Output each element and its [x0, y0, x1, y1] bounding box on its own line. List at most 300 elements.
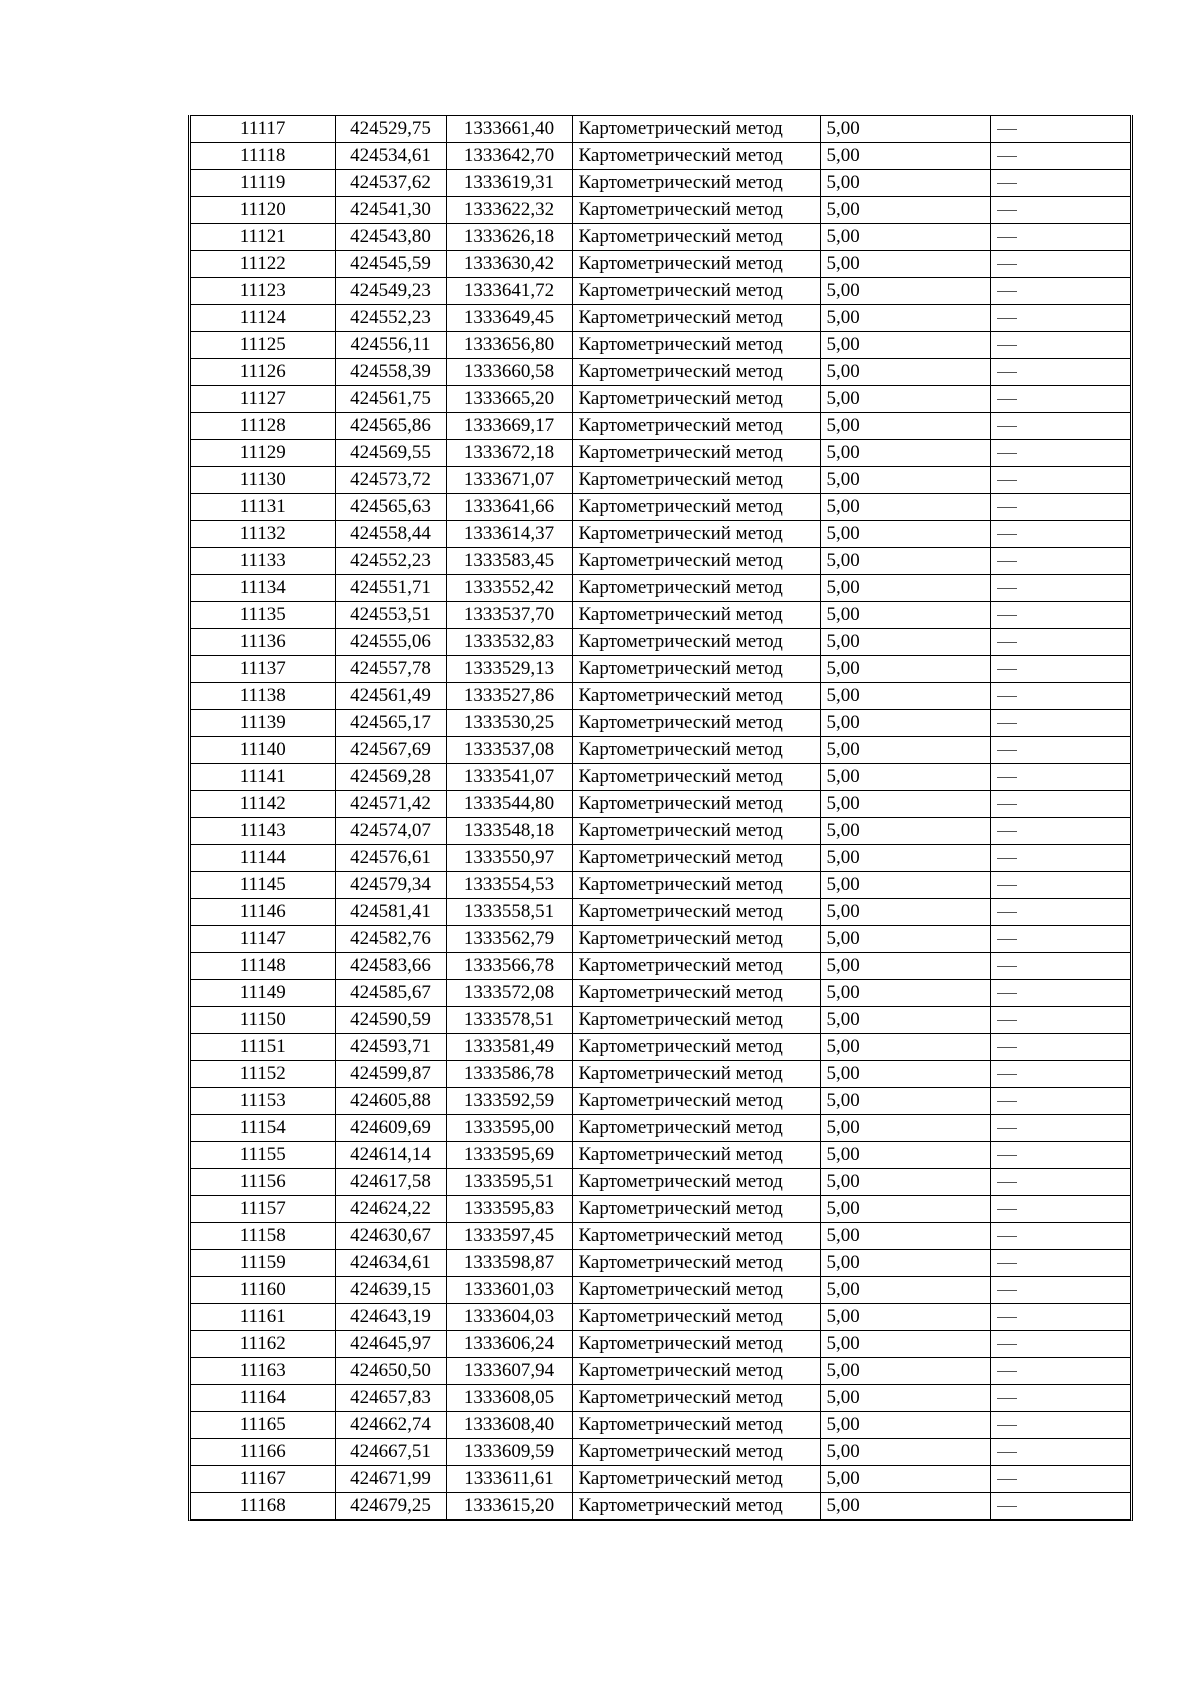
y-coordinate-cell: 1333661,40: [446, 116, 572, 143]
x-coordinate-cell: 424543,80: [335, 224, 446, 251]
x-coordinate-cell: 424557,78: [335, 656, 446, 683]
accuracy-cell: 5,00: [820, 1466, 990, 1493]
point-number-cell: 11153: [191, 1088, 335, 1115]
table-row: [191, 1331, 1130, 1358]
x-coordinate-cell: 424657,83: [335, 1385, 446, 1412]
y-coordinate-cell: 1333544,80: [446, 791, 572, 818]
x-coordinate-cell: 424561,49: [335, 683, 446, 710]
dash-mark: [997, 129, 1017, 130]
y-coordinate-cell: 1333592,59: [446, 1088, 572, 1115]
table-row: [191, 953, 1130, 980]
point-number-cell: 11125: [191, 332, 335, 359]
table-row: [191, 251, 1130, 278]
table-row: [191, 440, 1130, 467]
point-number-cell: 11158: [191, 1223, 335, 1250]
y-coordinate-cell: 1333641,72: [446, 278, 572, 305]
point-number-cell: 11118: [191, 143, 335, 170]
x-coordinate-cell: 424571,42: [335, 791, 446, 818]
x-coordinate-cell: 424667,51: [335, 1439, 446, 1466]
accuracy-cell: 5,00: [820, 1304, 990, 1331]
table-row: [191, 1304, 1130, 1331]
dash-mark: [997, 885, 1017, 886]
table-row: [191, 386, 1130, 413]
y-coordinate-cell: 1333566,78: [446, 953, 572, 980]
x-coordinate-cell: 424590,59: [335, 1007, 446, 1034]
x-coordinate-cell: 424534,61: [335, 143, 446, 170]
description-cell: [990, 926, 1130, 953]
x-coordinate-cell: 424643,19: [335, 1304, 446, 1331]
description-cell: [990, 494, 1130, 521]
description-cell: [990, 359, 1130, 386]
accuracy-cell: 5,00: [820, 1007, 990, 1034]
point-number-cell: 11165: [191, 1412, 335, 1439]
table-row: [191, 1439, 1130, 1466]
method-cell: Картометрический метод: [572, 386, 820, 413]
dash-mark: [997, 858, 1017, 859]
x-coordinate-cell: 424582,76: [335, 926, 446, 953]
table-row: [191, 1385, 1130, 1412]
dash-mark: [997, 480, 1017, 481]
table-row: [191, 467, 1130, 494]
dash-mark: [997, 534, 1017, 535]
table-row: [191, 899, 1130, 926]
point-number-cell: 11133: [191, 548, 335, 575]
accuracy-cell: 5,00: [820, 764, 990, 791]
method-cell: Картометрический метод: [572, 1007, 820, 1034]
accuracy-cell: 5,00: [820, 926, 990, 953]
method-cell: Картометрический метод: [572, 359, 820, 386]
dash-mark: [997, 264, 1017, 265]
x-coordinate-cell: 424552,23: [335, 305, 446, 332]
point-number-cell: 11136: [191, 629, 335, 656]
dash-mark: [997, 291, 1017, 292]
accuracy-cell: 5,00: [820, 1493, 990, 1520]
dash-mark: [997, 723, 1017, 724]
method-cell: Картометрический метод: [572, 845, 820, 872]
accuracy-cell: 5,00: [820, 1439, 990, 1466]
table-row: [191, 1142, 1130, 1169]
table-row: [191, 116, 1130, 143]
description-cell: [990, 629, 1130, 656]
table-row: [191, 413, 1130, 440]
description-cell: [990, 1115, 1130, 1142]
method-cell: Картометрический метод: [572, 1034, 820, 1061]
y-coordinate-cell: 1333586,78: [446, 1061, 572, 1088]
dash-mark: [997, 696, 1017, 697]
method-cell: Картометрический метод: [572, 737, 820, 764]
x-coordinate-cell: 424565,86: [335, 413, 446, 440]
accuracy-cell: 5,00: [820, 467, 990, 494]
point-number-cell: 11120: [191, 197, 335, 224]
x-coordinate-cell: 424558,39: [335, 359, 446, 386]
accuracy-cell: 5,00: [820, 170, 990, 197]
table-row: [191, 656, 1130, 683]
accuracy-cell: 5,00: [820, 1277, 990, 1304]
description-cell: [990, 170, 1130, 197]
table-row: [191, 872, 1130, 899]
point-number-cell: 11131: [191, 494, 335, 521]
accuracy-cell: 5,00: [820, 710, 990, 737]
y-coordinate-cell: 1333641,66: [446, 494, 572, 521]
method-cell: Картометрический метод: [572, 494, 820, 521]
dash-mark: [997, 993, 1017, 994]
point-number-cell: 11134: [191, 575, 335, 602]
dash-mark: [997, 1074, 1017, 1075]
y-coordinate-cell: 1333660,58: [446, 359, 572, 386]
table-row: [191, 1277, 1130, 1304]
accuracy-cell: 5,00: [820, 872, 990, 899]
x-coordinate-cell: 424609,69: [335, 1115, 446, 1142]
table-row: [191, 1493, 1130, 1520]
point-number-cell: 11166: [191, 1439, 335, 1466]
table-row: [191, 332, 1130, 359]
description-cell: [990, 1250, 1130, 1277]
x-coordinate-cell: 424624,22: [335, 1196, 446, 1223]
x-coordinate-cell: 424556,11: [335, 332, 446, 359]
point-number-cell: 11159: [191, 1250, 335, 1277]
point-number-cell: 11119: [191, 170, 335, 197]
method-cell: Картометрический метод: [572, 1358, 820, 1385]
x-coordinate-cell: 424576,61: [335, 845, 446, 872]
accuracy-cell: 5,00: [820, 1412, 990, 1439]
method-cell: Картометрический метод: [572, 764, 820, 791]
point-number-cell: 11137: [191, 656, 335, 683]
point-number-cell: 11129: [191, 440, 335, 467]
method-cell: Картометрический метод: [572, 1250, 820, 1277]
dash-mark: [997, 237, 1017, 238]
accuracy-cell: 5,00: [820, 1034, 990, 1061]
description-cell: [990, 1385, 1130, 1412]
description-cell: [990, 1196, 1130, 1223]
point-number-cell: 11143: [191, 818, 335, 845]
dash-mark: [997, 1506, 1017, 1507]
table-row: [191, 818, 1130, 845]
dash-mark: [997, 1047, 1017, 1048]
y-coordinate-cell: 1333532,83: [446, 629, 572, 656]
point-number-cell: 11151: [191, 1034, 335, 1061]
table-row: [191, 845, 1130, 872]
dash-mark: [997, 615, 1017, 616]
y-coordinate-cell: 1333601,03: [446, 1277, 572, 1304]
y-coordinate-cell: 1333608,40: [446, 1412, 572, 1439]
y-coordinate-cell: 1333642,70: [446, 143, 572, 170]
x-coordinate-cell: 424555,06: [335, 629, 446, 656]
method-cell: Картометрический метод: [572, 278, 820, 305]
point-number-cell: 11146: [191, 899, 335, 926]
point-number-cell: 11140: [191, 737, 335, 764]
accuracy-cell: 5,00: [820, 629, 990, 656]
table-row: [191, 1034, 1130, 1061]
description-cell: [990, 980, 1130, 1007]
x-coordinate-cell: 424551,71: [335, 575, 446, 602]
table-row: [191, 1250, 1130, 1277]
accuracy-cell: 5,00: [820, 1169, 990, 1196]
dash-mark: [997, 912, 1017, 913]
table-row: [191, 278, 1130, 305]
table-row: [191, 737, 1130, 764]
x-coordinate-cell: 424593,71: [335, 1034, 446, 1061]
x-coordinate-cell: 424558,44: [335, 521, 446, 548]
accuracy-cell: 5,00: [820, 278, 990, 305]
table-row: [191, 1115, 1130, 1142]
description-cell: [990, 1493, 1130, 1520]
point-number-cell: 11130: [191, 467, 335, 494]
y-coordinate-cell: 1333598,87: [446, 1250, 572, 1277]
table-row: [191, 1169, 1130, 1196]
x-coordinate-cell: 424599,87: [335, 1061, 446, 1088]
dash-mark: [997, 156, 1017, 157]
method-cell: Картометрический метод: [572, 440, 820, 467]
x-coordinate-cell: 424574,07: [335, 818, 446, 845]
method-cell: Картометрический метод: [572, 1385, 820, 1412]
x-coordinate-cell: 424537,62: [335, 170, 446, 197]
table-row: [191, 1358, 1130, 1385]
accuracy-cell: 5,00: [820, 683, 990, 710]
y-coordinate-cell: 1333595,51: [446, 1169, 572, 1196]
table-row: [191, 980, 1130, 1007]
method-cell: Картометрический метод: [572, 656, 820, 683]
accuracy-cell: 5,00: [820, 602, 990, 629]
accuracy-cell: 5,00: [820, 1223, 990, 1250]
y-coordinate-cell: 1333581,49: [446, 1034, 572, 1061]
accuracy-cell: 5,00: [820, 737, 990, 764]
accuracy-cell: 5,00: [820, 332, 990, 359]
table-row: [191, 1061, 1130, 1088]
point-number-cell: 11122: [191, 251, 335, 278]
dash-mark: [997, 642, 1017, 643]
description-cell: [990, 791, 1130, 818]
point-number-cell: 11127: [191, 386, 335, 413]
x-coordinate-cell: 424529,75: [335, 116, 446, 143]
x-coordinate-cell: 424634,61: [335, 1250, 446, 1277]
table-row: [191, 170, 1130, 197]
dash-mark: [997, 345, 1017, 346]
point-number-cell: 11141: [191, 764, 335, 791]
x-coordinate-cell: 424579,34: [335, 872, 446, 899]
table-row: [191, 1223, 1130, 1250]
accuracy-cell: 5,00: [820, 953, 990, 980]
accuracy-cell: 5,00: [820, 1250, 990, 1277]
point-number-cell: 11161: [191, 1304, 335, 1331]
y-coordinate-cell: 1333572,08: [446, 980, 572, 1007]
dash-mark: [997, 1182, 1017, 1183]
description-cell: [990, 521, 1130, 548]
y-coordinate-cell: 1333562,79: [446, 926, 572, 953]
point-number-cell: 11157: [191, 1196, 335, 1223]
dash-mark: [997, 966, 1017, 967]
y-coordinate-cell: 1333671,07: [446, 467, 572, 494]
description-cell: [990, 1088, 1130, 1115]
table-row: [191, 224, 1130, 251]
description-cell: [990, 1466, 1130, 1493]
description-cell: [990, 899, 1130, 926]
description-cell: [990, 305, 1130, 332]
description-cell: [990, 440, 1130, 467]
description-cell: [990, 845, 1130, 872]
method-cell: Картометрический метод: [572, 548, 820, 575]
accuracy-cell: 5,00: [820, 1196, 990, 1223]
dash-mark: [997, 426, 1017, 427]
dash-mark: [997, 588, 1017, 589]
x-coordinate-cell: 424553,51: [335, 602, 446, 629]
x-coordinate-cell: 424573,72: [335, 467, 446, 494]
y-coordinate-cell: 1333583,45: [446, 548, 572, 575]
method-cell: Картометрический метод: [572, 602, 820, 629]
description-cell: [990, 872, 1130, 899]
y-coordinate-cell: 1333530,25: [446, 710, 572, 737]
description-cell: [990, 1412, 1130, 1439]
method-cell: Картометрический метод: [572, 980, 820, 1007]
method-cell: Картометрический метод: [572, 170, 820, 197]
method-cell: Картометрический метод: [572, 197, 820, 224]
method-cell: Картометрический метод: [572, 710, 820, 737]
point-number-cell: 11150: [191, 1007, 335, 1034]
method-cell: Картометрический метод: [572, 413, 820, 440]
y-coordinate-cell: 1333554,53: [446, 872, 572, 899]
description-cell: [990, 764, 1130, 791]
y-coordinate-cell: 1333550,97: [446, 845, 572, 872]
method-cell: Картометрический метод: [572, 332, 820, 359]
table-row: [191, 629, 1130, 656]
accuracy-cell: 5,00: [820, 1115, 990, 1142]
method-cell: Картометрический метод: [572, 1439, 820, 1466]
point-number-cell: 11126: [191, 359, 335, 386]
y-coordinate-cell: 1333595,83: [446, 1196, 572, 1223]
dash-mark: [997, 804, 1017, 805]
table-row: [191, 791, 1130, 818]
description-cell: [990, 1304, 1130, 1331]
point-number-cell: 11168: [191, 1493, 335, 1520]
x-coordinate-cell: 424639,15: [335, 1277, 446, 1304]
dash-mark: [997, 1398, 1017, 1399]
x-coordinate-cell: 424645,97: [335, 1331, 446, 1358]
point-number-cell: 11162: [191, 1331, 335, 1358]
accuracy-cell: 5,00: [820, 575, 990, 602]
y-coordinate-cell: 1333608,05: [446, 1385, 572, 1412]
description-cell: [990, 278, 1130, 305]
description-cell: [990, 1331, 1130, 1358]
table-row: [191, 359, 1130, 386]
accuracy-cell: 5,00: [820, 791, 990, 818]
method-cell: Картометрический метод: [572, 116, 820, 143]
y-coordinate-cell: 1333622,32: [446, 197, 572, 224]
dash-mark: [997, 750, 1017, 751]
point-number-cell: 11152: [191, 1061, 335, 1088]
x-coordinate-cell: 424650,50: [335, 1358, 446, 1385]
description-cell: [990, 1007, 1130, 1034]
point-number-cell: 11149: [191, 980, 335, 1007]
description-cell: [990, 575, 1130, 602]
description-cell: [990, 710, 1130, 737]
accuracy-cell: 5,00: [820, 656, 990, 683]
coordinates-table-body: [191, 116, 1130, 1520]
y-coordinate-cell: 1333611,61: [446, 1466, 572, 1493]
dash-mark: [997, 1344, 1017, 1345]
table-row: [191, 197, 1130, 224]
table-row: [191, 926, 1130, 953]
x-coordinate-cell: 424569,55: [335, 440, 446, 467]
method-cell: Картометрический метод: [572, 629, 820, 656]
y-coordinate-cell: 1333607,94: [446, 1358, 572, 1385]
y-coordinate-cell: 1333595,00: [446, 1115, 572, 1142]
method-cell: Картометрический метод: [572, 1088, 820, 1115]
accuracy-cell: 5,00: [820, 1142, 990, 1169]
dash-mark: [997, 1263, 1017, 1264]
table-row: [191, 602, 1130, 629]
y-coordinate-cell: 1333649,45: [446, 305, 572, 332]
description-cell: [990, 386, 1130, 413]
point-number-cell: 11164: [191, 1385, 335, 1412]
table-row: [191, 764, 1130, 791]
table-row: [191, 683, 1130, 710]
method-cell: Картометрический метод: [572, 1466, 820, 1493]
description-cell: [990, 1358, 1130, 1385]
dash-mark: [997, 372, 1017, 373]
method-cell: Картометрический метод: [572, 1277, 820, 1304]
accuracy-cell: 5,00: [820, 980, 990, 1007]
point-number-cell: 11160: [191, 1277, 335, 1304]
y-coordinate-cell: 1333548,18: [446, 818, 572, 845]
table-row: [191, 575, 1130, 602]
table-row: [191, 710, 1130, 737]
y-coordinate-cell: 1333630,42: [446, 251, 572, 278]
method-cell: Картометрический метод: [572, 1169, 820, 1196]
dash-mark: [997, 507, 1017, 508]
point-number-cell: 11128: [191, 413, 335, 440]
x-coordinate-cell: 424545,59: [335, 251, 446, 278]
method-cell: Картометрический метод: [572, 467, 820, 494]
y-coordinate-cell: 1333665,20: [446, 386, 572, 413]
method-cell: Картометрический метод: [572, 575, 820, 602]
x-coordinate-cell: 424581,41: [335, 899, 446, 926]
dash-mark: [997, 939, 1017, 940]
description-cell: [990, 467, 1130, 494]
description-cell: [990, 1034, 1130, 1061]
dash-mark: [997, 1020, 1017, 1021]
dash-mark: [997, 183, 1017, 184]
x-coordinate-cell: 424549,23: [335, 278, 446, 305]
point-number-cell: 11167: [191, 1466, 335, 1493]
point-number-cell: 11123: [191, 278, 335, 305]
method-cell: Картометрический метод: [572, 1331, 820, 1358]
method-cell: Картометрический метод: [572, 683, 820, 710]
dash-mark: [997, 1128, 1017, 1129]
method-cell: Картометрический метод: [572, 1223, 820, 1250]
point-number-cell: 11148: [191, 953, 335, 980]
description-cell: [990, 1142, 1130, 1169]
accuracy-cell: 5,00: [820, 197, 990, 224]
point-number-cell: 11135: [191, 602, 335, 629]
accuracy-cell: 5,00: [820, 521, 990, 548]
y-coordinate-cell: 1333669,17: [446, 413, 572, 440]
x-coordinate-cell: 424567,69: [335, 737, 446, 764]
y-coordinate-cell: 1333578,51: [446, 1007, 572, 1034]
table-row: [191, 1007, 1130, 1034]
table-row: [191, 548, 1130, 575]
description-cell: [990, 413, 1130, 440]
y-coordinate-cell: 1333615,20: [446, 1493, 572, 1520]
y-coordinate-cell: 1333614,37: [446, 521, 572, 548]
dash-mark: [997, 1155, 1017, 1156]
description-cell: [990, 548, 1130, 575]
method-cell: Картометрический метод: [572, 872, 820, 899]
method-cell: Картометрический метод: [572, 1061, 820, 1088]
accuracy-cell: 5,00: [820, 224, 990, 251]
description-cell: [990, 953, 1130, 980]
point-number-cell: 11147: [191, 926, 335, 953]
description-cell: [990, 251, 1130, 278]
x-coordinate-cell: 424614,14: [335, 1142, 446, 1169]
